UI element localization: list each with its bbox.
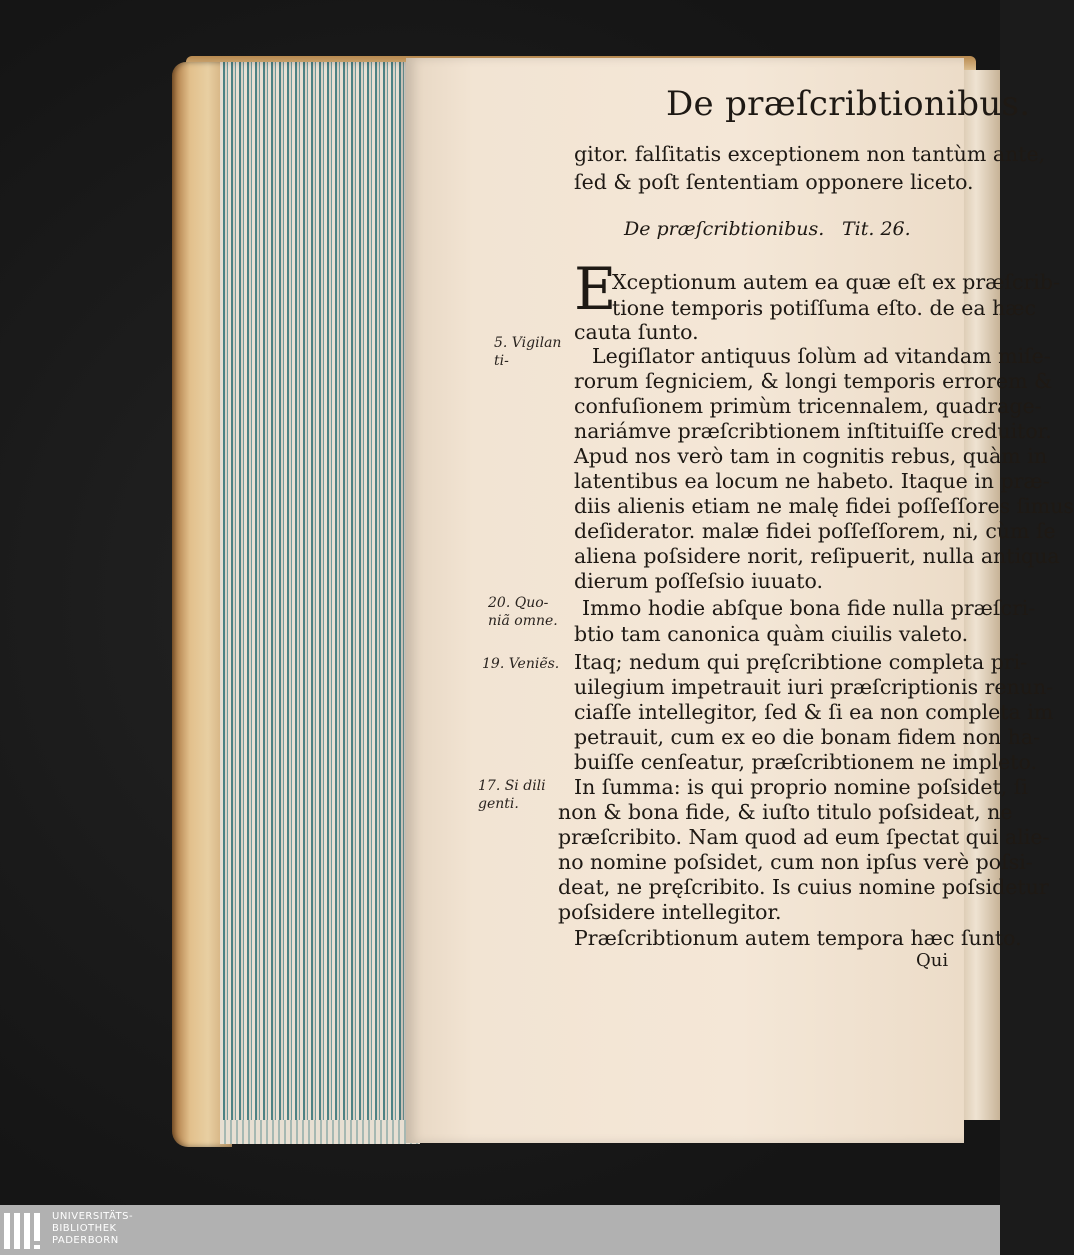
- text-line: præſcribito. Nam quod ad eum ſpectat qui alie-: [558, 825, 1050, 849]
- drop-cap: E: [574, 255, 617, 323]
- text-line: nariámve præſcribtionem inſtituiſſe creduitor.: [574, 419, 1052, 443]
- text-line: aliena poſsidere norit, reſipuerit, nulla antiqua: [574, 544, 1060, 568]
- text-line: rorum ſegniciem, & longi temporis errorem &: [574, 369, 1053, 393]
- margin-note: 5. Vigilan ti-: [494, 335, 562, 369]
- text-line: latentibus ea locum ne habeto. Itaque in præ-: [574, 469, 1050, 493]
- library-logo-icon: [4, 1213, 46, 1249]
- text-line: ſed & poſt ſententiam opponere liceto.: [574, 170, 974, 194]
- running-head: De præſcribtionibus.: [666, 84, 1031, 124]
- text-line: Legiſlator antiquus ſolùm ad vitandam miſe-: [592, 344, 1051, 368]
- page-edges-bottom: [220, 1120, 420, 1144]
- library-logo-text: UNIVERSITÄTS- BIBLIOTHEK PADERBORN: [52, 1211, 134, 1246]
- text-line: buiſſe cenſeatur, præſcribtionem ne impleto.: [574, 750, 1038, 774]
- margin-note: 20. Quo- niã omne.: [488, 595, 558, 629]
- text-line: Immo hodie abſque bona fide nulla præſcri-: [582, 596, 1036, 620]
- text-line: deſiderator. malæ fidei poſſeſſorem, ni, cùm ſe: [574, 519, 1056, 543]
- text-line: Xceptionum autem ea quæ eſt ex præſcrib-: [612, 270, 1060, 294]
- text-line: Præſcribtionum autem tempora hæc ſunto.: [574, 926, 1022, 950]
- library-footer: [0, 1205, 1000, 1255]
- text-line: dierum poſſeſsio iuuato.: [574, 569, 823, 593]
- text-line: petrauit, cum ex eo die bonam fidem non ha-: [574, 725, 1041, 749]
- text-line: non & bona fide, & iuſto titulo poſsideat, ne: [558, 800, 1013, 824]
- text-line: In ſumma: is qui proprio nomine poſsidet, ſi: [574, 775, 1028, 799]
- text-line: Apud nos verò tam in cognitis rebus, quàm in: [574, 444, 1048, 468]
- text-line: ciaſſe intellegitor, ſed & ſi ea non completa im: [574, 700, 1054, 724]
- text-line: uilegium impetrauit iuri præſcriptionis renun-: [574, 675, 1054, 699]
- margin-note: 19. Veniẽs.: [482, 656, 560, 672]
- margin-note: 17. Si dili genti.: [478, 778, 546, 812]
- section-number: Tit. 26.: [842, 218, 911, 240]
- text-line: diis alienis etiam ne malę fidei poſſeſſores ſimus: [574, 494, 1074, 518]
- text-line: deat, ne pręſcribito. Is cuius nomine poſsidetur: [558, 875, 1049, 899]
- facing-page-edge: [960, 70, 1000, 1120]
- catchword: Qui: [916, 950, 949, 971]
- text-line: poſsidere intellegitor.: [558, 900, 782, 924]
- text-line: Itaq; nedum qui pręſcribtione completa pri-: [574, 650, 1028, 674]
- text-line: confuſionem primùm tricennalem, quadrage-: [574, 394, 1042, 418]
- page-edges: [220, 62, 410, 1142]
- text-line: tione temporis potiſſuma eſto. de ea hæc: [612, 296, 1037, 320]
- section-title: De præſcribtionibus.: [624, 218, 825, 240]
- text-line: gitor. falſitatis exceptionem non tantùm ante,: [574, 142, 1046, 166]
- text-line: cauta ſunto.: [574, 320, 699, 344]
- text-line: no nomine poſsidet, cum non ipſus verè poſsi-: [558, 850, 1033, 874]
- text-line: btio tam canonica quàm ciuilis valeto.: [574, 622, 969, 646]
